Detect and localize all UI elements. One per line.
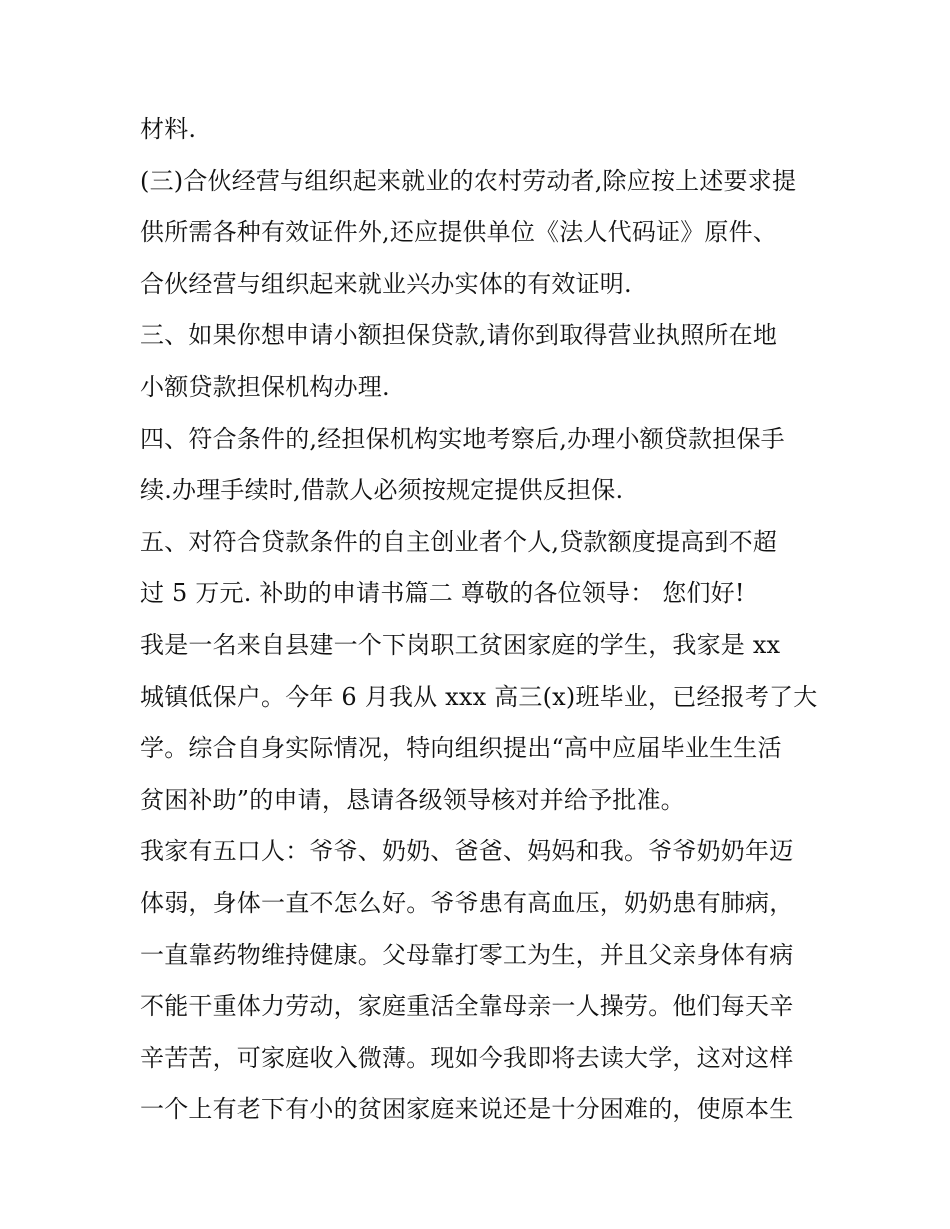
text-line: 五、对符合贷款条件的自主创业者个人,贷款额度提高到不超	[140, 527, 778, 556]
text-line: 合伙经营与组织起来就业兴办实体的有效证明.	[140, 269, 632, 298]
text-line: 过 5 万元. 补助的申请书篇二 尊敬的各位领导： 您们好!	[140, 579, 745, 608]
text-line: 供所需各种有效证件外,还应提供单位《法人代码证》原件、	[140, 218, 778, 247]
text-line: 续.办理手续时,借款人必须按规定提供反担保.	[140, 476, 624, 505]
text-line: 一直靠药物维持健康。父母靠打零工为生，并且父亲身体有病	[140, 940, 794, 969]
text-line: 不能干重体力劳动，家庭重活全靠母亲一人操劳。他们每天辛	[140, 992, 794, 1021]
text-line: 学。综合自身实际情况，特向组织提出“高中应届毕业生生活	[140, 734, 782, 763]
text-line: 我家有五口人：爷爷、奶奶、爸爸、妈妈和我。爷爷奶奶年迈	[140, 837, 794, 866]
text-line: 我是一名来自县建一个下岗职工贫困家庭的学生，我家是 xx	[140, 630, 781, 659]
text-line: 小额贷款担保机构办理.	[140, 372, 390, 401]
text-line: 四、符合条件的,经担保机构实地考察后,办理小额贷款担保手	[140, 424, 785, 453]
text-line: (三)合伙经营与组织起来就业的农村劳动者,除应按上述要求提	[140, 166, 797, 195]
text-line: 三、如果你想申请小额担保贷款,请你到取得营业执照所在地	[140, 321, 778, 350]
text-line: 体弱，身体一直不怎么好。爷爷患有高血压，奶奶患有肺病，	[140, 888, 794, 917]
text-line: 城镇低保户。今年 6 月我从 xxx 高三(x)班毕业，已经报考了大	[140, 682, 818, 711]
document-body	[140, 104, 820, 1136]
text-line: 一个上有老下有小的贫困家庭来说还是十分困难的，使原本生	[140, 1095, 794, 1124]
text-line: 辛苦苦，可家庭收入微薄。现如今我即将去读大学，这对这样	[140, 1043, 794, 1072]
text-line: 材料.	[140, 115, 197, 143]
text-line: 贫困补助”的申请，恳请各级领导核对并给予批准。	[140, 785, 685, 814]
